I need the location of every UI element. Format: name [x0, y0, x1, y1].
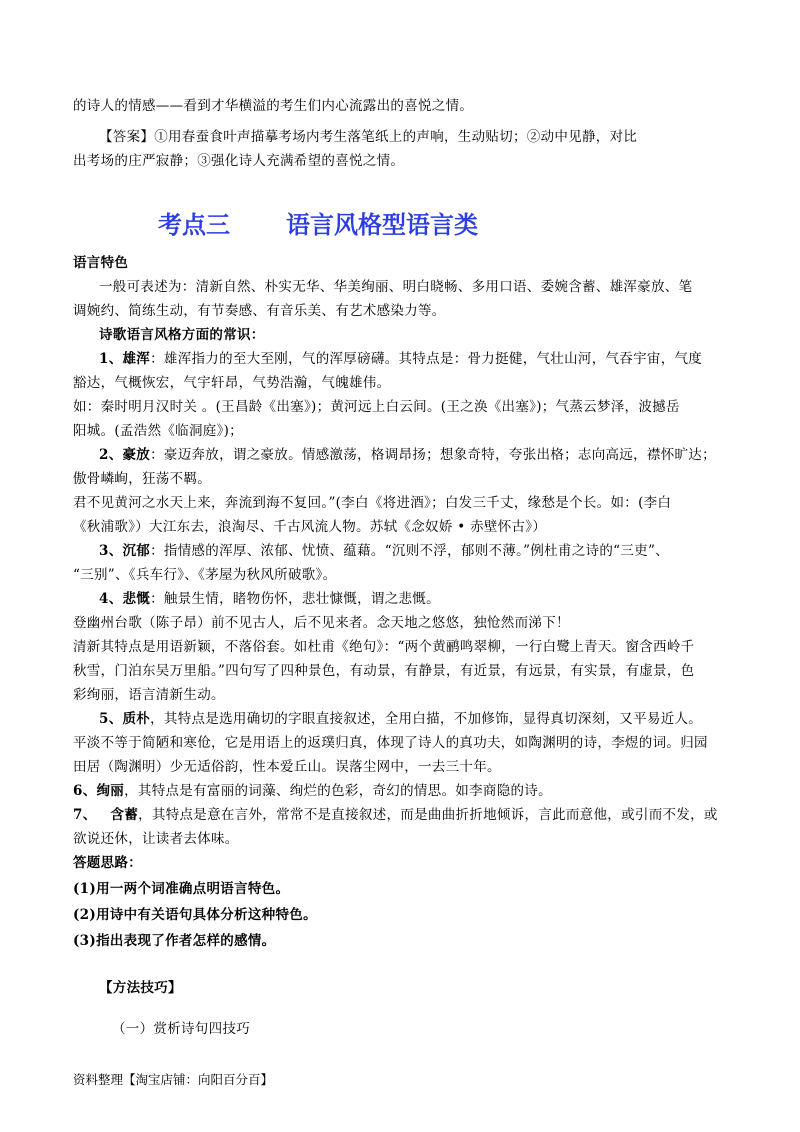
style-2-line-4: 《秋浦歌》）大江东去，浪淘尽、千古风流人物。苏轼《念奴娇 • 赤壁怀古》）: [73, 519, 547, 535]
answer-line-2: 出考场的庄严寂静；③强化诗人充满希望的喜悦之情。: [73, 153, 405, 169]
language-features-line-1: 一般可表述为：清新自然、朴实无华、华美绚丽、明白晓畅、多用口语、委婉含蓄、雄浑豪放、笔: [99, 279, 693, 295]
style-5-line-1: 5、质朴，其特点是选用确切的字眼直接叙述，全用白描，不加修饰，显得真切深刻，又平易近人。: [99, 711, 703, 727]
methods-heading: 【方法技巧】: [99, 980, 182, 996]
answer-text: ①用春蚕食叶声描摹考场内考生落笔纸上的声响，生动贴切；②动中见静，对比: [154, 129, 638, 145]
section-title: 语言风格型语言类: [286, 210, 478, 239]
style-4-line-5: 彩绚丽，语言清新生动。: [73, 687, 225, 703]
style-7-line-1: 7、 含蓄，其特点是意在言外，常常不是直接叙述，而是曲曲折折地倾诉，言此而意他，或引而不发，或: [73, 807, 718, 823]
style-3-line-1: 3、沉郁：指情感的浑厚、浓郁、忧愤、蕴藉。“沉则不浮，郁则不薄。”例杜甫之诗的“三吏”、: [99, 543, 669, 559]
style-6-line-1: 6、绚丽，其特点是有富丽的词藻、绚烂的色彩，奇幻的情思。如李商隐的诗。: [73, 783, 552, 799]
answer-line-1: [99, 125, 637, 149]
style-7-label: 含蓄: [110, 807, 139, 823]
style-7-line-2: 欲说还休，让读者去体味。: [73, 831, 239, 847]
style-1-label: 1、雄浑: [99, 351, 151, 367]
style-2-line-1: 2、豪放：豪迈奔放，谓之豪放。情感激荡，格调昂扬；想象奇特，夸张出格；志向高远，襟怀旷达；: [99, 447, 716, 463]
style-1-line-3: 如：秦时明月汉时关 。(王昌龄《出塞》)；黄河远上白云间。(王之涣《出塞》)；气蒸云梦泽，波撼岳: [73, 399, 680, 415]
language-features-line-2: 调婉约、简练生动，有节奏感、有音乐美、有艺术感染力等。: [73, 303, 446, 319]
style-5-line-2: 平淡不等于简陋和寒伧，它是用语上的返璞归真，体现了诗人的真功夫，如陶渊明的诗，李煜的词。归园: [73, 735, 708, 751]
approach-step-3: (3)指出表现了作者怎样的感情。: [73, 933, 276, 949]
style-2-label: 2、豪放: [99, 447, 151, 463]
style-1-line-2: 豁达，气概恢宏，气宇轩昂，气势浩瀚，气魄雄伟。: [73, 375, 391, 391]
style-6-label: 6、绚丽: [73, 783, 125, 799]
methods-subheading: （一）赏析诗句四技巧: [112, 1021, 250, 1037]
style-4-line-2: 登幽州台歌（陈子昂）前不见古人，后不见来者。念天地之悠悠，独怆然而涕下！: [73, 615, 570, 631]
style-5-label: 5、质朴: [99, 711, 151, 727]
common-sense-heading: 诗歌语言风格方面的常识：: [99, 327, 265, 343]
style-3-label: 3、沉郁: [99, 543, 151, 559]
intro-line: 的诗人的情感——看到才华横溢的考生们内心流露出的喜悦之情。: [73, 98, 474, 114]
style-1-line-4: 阳城。(孟浩然《临洞庭》)；: [73, 423, 243, 439]
style-5-line-3: 田居（陶渊明）少无适俗韵，性本爱丘山。误落尘网中，一去三十年。: [73, 759, 501, 775]
style-1-line-1: 1、雄浑：雄浑指力的至大至刚，气的浑厚磅礴。其特点是：骨力挺健，气壮山河，气吞宇宙，气度: [99, 351, 703, 367]
approach-step-2: (2)用诗中有关语句具体分析这种特色。: [73, 907, 317, 923]
style-4-line-1: 4、悲慨：触景生情，睹物伤怀，悲壮慷慨，谓之悲慨。: [99, 591, 440, 607]
language-features-heading: 语言特色: [73, 255, 129, 271]
style-4-label: 4、悲慨: [99, 591, 151, 607]
style-7-number: 7、: [73, 807, 97, 823]
style-2-line-3: 君不见黄河之水天上来，奔流到海不复回。”(李白《将进酒》；白发三千丈，缘愁是个长。如：(李白: [73, 495, 672, 511]
style-2-line-2: 傲骨嶙峋，狂荡不羁。: [73, 471, 211, 487]
answer-label: 【答案】: [99, 129, 155, 145]
approach-heading: 答题思路：: [73, 855, 142, 871]
section-number: 考点三: [158, 210, 230, 239]
style-3-line-2: “三别”、《兵车行》、《茅屋为秋风所破歌》。: [73, 567, 337, 583]
section-heading: [158, 210, 478, 240]
page-footer: 资料整理【淘宝店铺：向阳百分百】: [73, 1072, 274, 1087]
style-4-line-3: 清新其特点是用语新颖，不落俗套。如杜甫《绝句》：“两个黄鹂鸣翠柳，一行白鹭上青天。窗含西岭千: [73, 639, 695, 655]
style-4-line-4: 秋雪，门泊东吴万里船。”四句写了四种景色，有动景，有静景，有近景，有远景，有实景，有虚景，色: [73, 663, 695, 679]
approach-step-1: (1)用一两个词准确点明语言特色。: [73, 881, 290, 897]
